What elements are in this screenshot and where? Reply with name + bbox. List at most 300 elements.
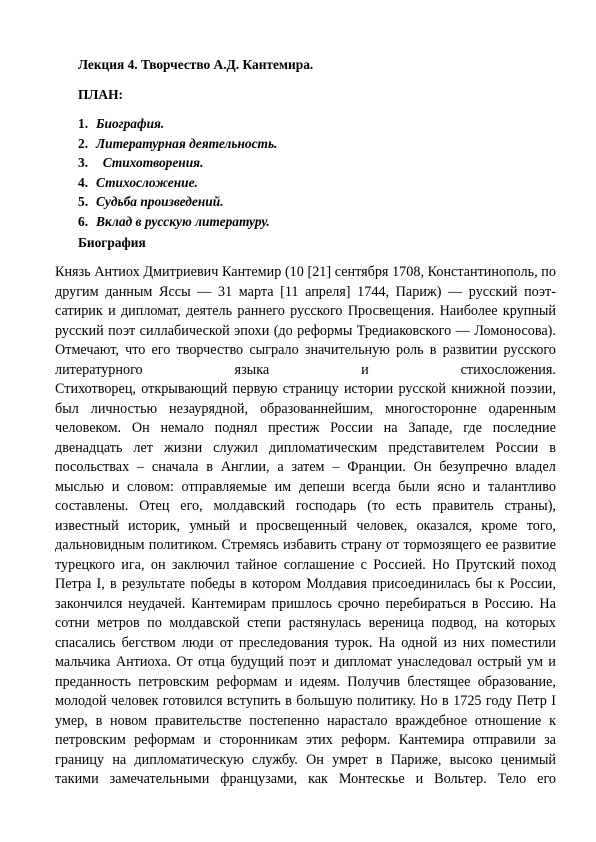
word: дипломат, (120, 303, 181, 319)
word: был (55, 400, 79, 417)
word: Антиоха. (115, 654, 171, 670)
word: Дмитриевич (143, 264, 219, 280)
word: незаурядной, (169, 400, 249, 417)
lecture-title: Лекция 4. Творчество А.Д. Кантемира. (78, 57, 314, 72)
word: Отмечают, (55, 342, 119, 358)
word: крупный (502, 303, 556, 319)
word: перебираться (385, 595, 467, 612)
word: петровским (138, 673, 210, 690)
word: высоко (449, 751, 493, 768)
body-line (55, 634, 556, 654)
plan-item (78, 114, 277, 134)
word: человек, (356, 517, 408, 534)
word: представителем (388, 439, 485, 456)
word: роль (396, 342, 424, 358)
body-line (55, 458, 556, 478)
word: степи (247, 615, 282, 631)
body-line (55, 380, 556, 400)
word: в (95, 712, 103, 729)
word: по (541, 264, 556, 280)
word: Отец (139, 498, 170, 514)
word: замечательными (109, 771, 210, 787)
word: реформ. (341, 732, 391, 748)
body-line (55, 517, 556, 537)
word: к (549, 712, 556, 729)
word: владел (515, 459, 556, 475)
word: тайное (235, 556, 278, 573)
word: просвещенный (256, 517, 348, 534)
body-line (55, 497, 556, 517)
body-line (55, 653, 556, 673)
word: Наиболее (439, 303, 498, 319)
word: с (360, 556, 367, 573)
word: поэзии, (510, 381, 556, 397)
plan-item-number: 5. (78, 194, 89, 210)
word: этих (305, 732, 333, 748)
word: присоединилась (372, 576, 471, 592)
plan-item-number: 4. (78, 174, 89, 190)
word: русский (55, 322, 104, 339)
word: в (442, 693, 449, 709)
word: русского (290, 303, 343, 319)
word: Стремясь (221, 537, 279, 553)
word: книжной (451, 381, 506, 397)
plan-item (78, 153, 277, 173)
word: молдавской (169, 615, 240, 631)
word: 1744, (357, 283, 390, 300)
word: Россию. (484, 595, 534, 612)
word: им (274, 478, 292, 495)
word: его, (180, 498, 203, 514)
word: одаренным (488, 400, 556, 417)
word: соглашение (283, 556, 355, 573)
word: эпохи (234, 322, 270, 339)
word: (10 (284, 264, 304, 280)
word: образованнейшим, (259, 400, 374, 417)
body-line (55, 361, 556, 381)
word: его (537, 771, 556, 787)
word: ее (485, 537, 499, 553)
word: сторонникам (219, 732, 298, 748)
word: немало (160, 420, 204, 436)
body-text (55, 263, 556, 790)
word: развитии (442, 342, 498, 358)
word: что (125, 342, 146, 358)
word: преследования (238, 634, 329, 651)
body-line (55, 770, 556, 790)
word: сначала (151, 459, 199, 475)
word: в (240, 576, 247, 592)
word: были (398, 478, 430, 495)
word: жизни (163, 439, 203, 456)
word: Молдавия (306, 576, 367, 592)
word: образование, (477, 673, 556, 690)
word: новом (110, 712, 148, 729)
word: сотни (55, 615, 90, 631)
plan-item-number: 2. (78, 135, 89, 151)
word: бегством (121, 634, 176, 651)
word: срочно (337, 595, 380, 612)
word: человек (110, 693, 159, 709)
word: острый (477, 654, 522, 670)
word: мальчика (55, 654, 111, 670)
word: последние (492, 420, 556, 436)
word: значительную (304, 342, 390, 358)
word: на (112, 751, 127, 768)
word: и (321, 654, 330, 670)
word: и (548, 654, 556, 670)
word: 1725 (453, 693, 482, 709)
word: Кантемирам (191, 595, 266, 612)
word: затем (291, 459, 325, 475)
word: в (471, 595, 479, 612)
word: Стихотворец, (55, 381, 136, 397)
plan-item-text: Литературная деятельность. (96, 135, 278, 151)
word: из (443, 634, 457, 651)
word: которых (506, 615, 556, 631)
word: русского (503, 342, 556, 358)
word: Получив (347, 673, 401, 690)
word: и (472, 478, 481, 495)
word: дипломат (334, 654, 392, 670)
body-line (55, 614, 556, 634)
word: результате (121, 576, 186, 592)
word: бы (475, 576, 493, 592)
plan-heading: ПЛАН: (78, 87, 123, 102)
word: господарь (295, 498, 357, 514)
word: одной (401, 634, 438, 651)
body-line (55, 556, 556, 576)
word: победы (190, 576, 235, 592)
word: На (539, 595, 556, 612)
word: году (485, 693, 513, 709)
word: служил (213, 439, 258, 456)
word: ига, (121, 556, 145, 573)
word: историк, (127, 517, 181, 534)
word: спасались (55, 634, 116, 651)
word: поэт (289, 654, 317, 670)
word: молдавский (213, 498, 285, 514)
plan-item-text: Вклад в русскую литературу. (96, 213, 270, 229)
plan-item-number: 1. (78, 116, 89, 131)
word: Он (131, 420, 150, 436)
word: марта (238, 283, 274, 300)
word: ум (527, 654, 543, 670)
body-line (55, 322, 556, 342)
word: и (108, 303, 116, 319)
word: подвод, (431, 615, 478, 631)
body-line (55, 341, 556, 361)
word: молодой (55, 693, 107, 709)
word: России (330, 420, 373, 436)
word: апреля] (305, 283, 351, 300)
word: Князь (55, 264, 91, 280)
word: такими (55, 771, 99, 787)
word: Петр (516, 693, 547, 709)
word: умер, (55, 712, 88, 729)
word: закончился (55, 595, 123, 612)
word: поэт (108, 322, 136, 339)
word: Кантемира (398, 732, 465, 748)
word: постепенно (249, 712, 320, 729)
word: них (462, 634, 486, 651)
word: есть (395, 498, 422, 514)
word: дальновидным (55, 537, 145, 553)
word: Монтескье (338, 771, 405, 787)
word: Но (432, 556, 450, 573)
word: дипломатическим (268, 439, 378, 456)
word: безупречно (439, 459, 508, 475)
word: сентября (334, 264, 389, 280)
word: — (455, 322, 470, 339)
body-line (55, 283, 556, 303)
word: в (549, 439, 556, 456)
word: дипломатическую (134, 751, 244, 768)
word: турецкого (55, 556, 115, 573)
word: стихосложения. (460, 361, 556, 378)
word: петровским (55, 732, 126, 748)
word: деятель (186, 303, 233, 319)
word: Франции. (347, 459, 406, 475)
word: От (176, 654, 193, 670)
word: сатирик (55, 303, 103, 319)
word: На (378, 634, 396, 651)
word: нарастало (327, 712, 388, 729)
word: русский (468, 283, 518, 300)
body-line (55, 478, 556, 498)
word: растянулась (288, 615, 362, 631)
word: вереница (368, 615, 424, 631)
word: двенадцать (55, 439, 123, 456)
word: умный (189, 517, 230, 534)
word: и (284, 673, 293, 690)
word: от (219, 634, 233, 651)
word: Просвещения. (347, 303, 435, 319)
plan-item-text: Стихосложение. (96, 174, 198, 190)
word: и (111, 478, 120, 495)
word: и (239, 517, 247, 534)
word: правительстве (154, 712, 242, 729)
word: лет (133, 439, 153, 456)
word: отца (198, 654, 226, 670)
word: границу (55, 751, 105, 768)
word: талантливо (487, 478, 556, 495)
word: России, (509, 576, 556, 592)
word: в (206, 459, 213, 475)
word: истории (343, 381, 394, 397)
word: большую (296, 693, 353, 709)
word: данным (105, 283, 153, 300)
word: реформам (134, 732, 196, 748)
word: отношение (474, 712, 542, 729)
word: реформам (216, 673, 278, 690)
body-line (55, 400, 556, 420)
word: готовился (162, 693, 223, 709)
word: страны), (504, 498, 556, 514)
word: [21] (307, 264, 332, 280)
word: метров (97, 615, 140, 631)
word: творчество (176, 342, 244, 358)
word: силлабической (139, 322, 230, 339)
word: престиж (268, 420, 320, 436)
word: на (383, 420, 398, 436)
word: — (448, 283, 463, 300)
word: Он (306, 751, 324, 768)
word: — (197, 283, 212, 300)
word: известный (55, 517, 119, 534)
word: где (463, 420, 482, 436)
word: русской (398, 381, 446, 397)
word: многосторонне (385, 400, 477, 417)
word: сыграло (249, 342, 299, 358)
word: к (497, 576, 505, 592)
word: – (137, 459, 145, 475)
word: французами, (220, 771, 298, 787)
word: избавить (283, 537, 337, 553)
word: в (429, 342, 437, 358)
body-line (55, 692, 556, 712)
word: и (361, 361, 369, 378)
word: Кантемир (222, 264, 282, 280)
word: за (544, 732, 556, 748)
plan-list (78, 114, 277, 232)
word: составлены. (55, 498, 129, 514)
word: неудачей. (128, 595, 186, 612)
word: Англии, (220, 459, 270, 475)
word: развитие (502, 537, 556, 553)
word: 31 (217, 283, 233, 300)
word: Антиох (94, 264, 140, 280)
word: тормозящего (403, 537, 482, 553)
body-line (55, 595, 556, 615)
word: человеком. (55, 420, 122, 436)
word: другим (55, 283, 99, 300)
word: словом: (127, 478, 174, 495)
word: блестящее (407, 673, 471, 690)
word: в (285, 693, 292, 709)
word: Россией. (373, 556, 426, 573)
word: – (332, 459, 340, 475)
word: раннего (237, 303, 285, 319)
word: правитель (432, 498, 494, 514)
word: оказался, (416, 517, 473, 534)
word: (то (367, 498, 386, 514)
word: будущий (230, 654, 284, 670)
word: I, (96, 576, 105, 592)
word: личностью (90, 400, 158, 417)
word: преданность (55, 673, 131, 690)
word: отправляемые (181, 478, 267, 495)
word: Он (413, 459, 432, 475)
word: по (147, 615, 162, 631)
word: Париже, (390, 751, 442, 768)
word: на (484, 615, 499, 631)
word: в (375, 751, 383, 768)
word: политиком. (148, 537, 218, 553)
word: Западе, (408, 420, 453, 436)
plan-item-number: 3. (78, 155, 89, 171)
word: заключил (171, 556, 230, 573)
plan-item (78, 173, 277, 193)
word: пришлось (271, 595, 333, 612)
word: литературного (55, 361, 143, 378)
body-line (55, 731, 556, 751)
word: того, (526, 517, 556, 534)
body-line (55, 439, 556, 459)
word: от (386, 537, 400, 553)
word: депеши (298, 478, 345, 495)
word: 1708, (392, 264, 424, 280)
word: умрет (332, 751, 368, 768)
plan-item (78, 192, 277, 212)
word: мыслью (55, 478, 104, 495)
word: и (203, 732, 211, 748)
word: кроме (481, 517, 518, 534)
word: Прутский (455, 556, 515, 573)
body-line (55, 673, 556, 693)
word: Ломоносова). (474, 322, 556, 339)
plan-item-text: Судьба произведений. (96, 194, 224, 210)
word: посольствах (55, 459, 130, 475)
body-line (55, 302, 556, 322)
word: унаследовал (397, 654, 472, 670)
plan-item-text: Биография. (96, 116, 165, 131)
body-line (55, 712, 556, 732)
word: страну (341, 537, 382, 553)
word: поднял (214, 420, 258, 436)
plan-item (78, 212, 277, 232)
word: и (415, 771, 424, 787)
word: котором (252, 576, 302, 592)
word: вступить (226, 693, 281, 709)
word: Петра (55, 576, 92, 592)
word: он (150, 556, 166, 573)
word: службу. (252, 751, 298, 768)
word: всегда (352, 478, 391, 495)
plan-item-text: Стихотворения. (96, 155, 204, 171)
word: идеям. (299, 673, 340, 690)
word: Константинополь, (427, 264, 538, 280)
word: как (308, 771, 328, 787)
word: I (551, 693, 556, 709)
word: люди (181, 634, 214, 651)
word: Вольтер. (434, 771, 487, 787)
word: а (277, 459, 284, 475)
plan-item (78, 134, 277, 154)
word: страницу (282, 381, 339, 397)
word: ценимый (500, 751, 556, 768)
word: Тредиаковского (356, 322, 452, 339)
word: турок. (334, 634, 373, 651)
word: отправили (472, 732, 536, 748)
word: России (495, 439, 539, 456)
word: его (151, 342, 171, 358)
word: ясно (437, 478, 465, 495)
word: поэт- (524, 283, 556, 300)
word: поход (521, 556, 556, 573)
word: языка (234, 361, 270, 378)
body-line (55, 419, 556, 439)
body-line (55, 751, 556, 771)
word: [11 (280, 283, 299, 300)
word: в (110, 576, 117, 592)
body-line (55, 263, 556, 283)
word: поместили (491, 634, 556, 651)
plan-item-number: 6. (78, 213, 89, 229)
word: открывающий (141, 381, 228, 397)
body-line (55, 536, 556, 556)
word: политику. (356, 693, 416, 709)
